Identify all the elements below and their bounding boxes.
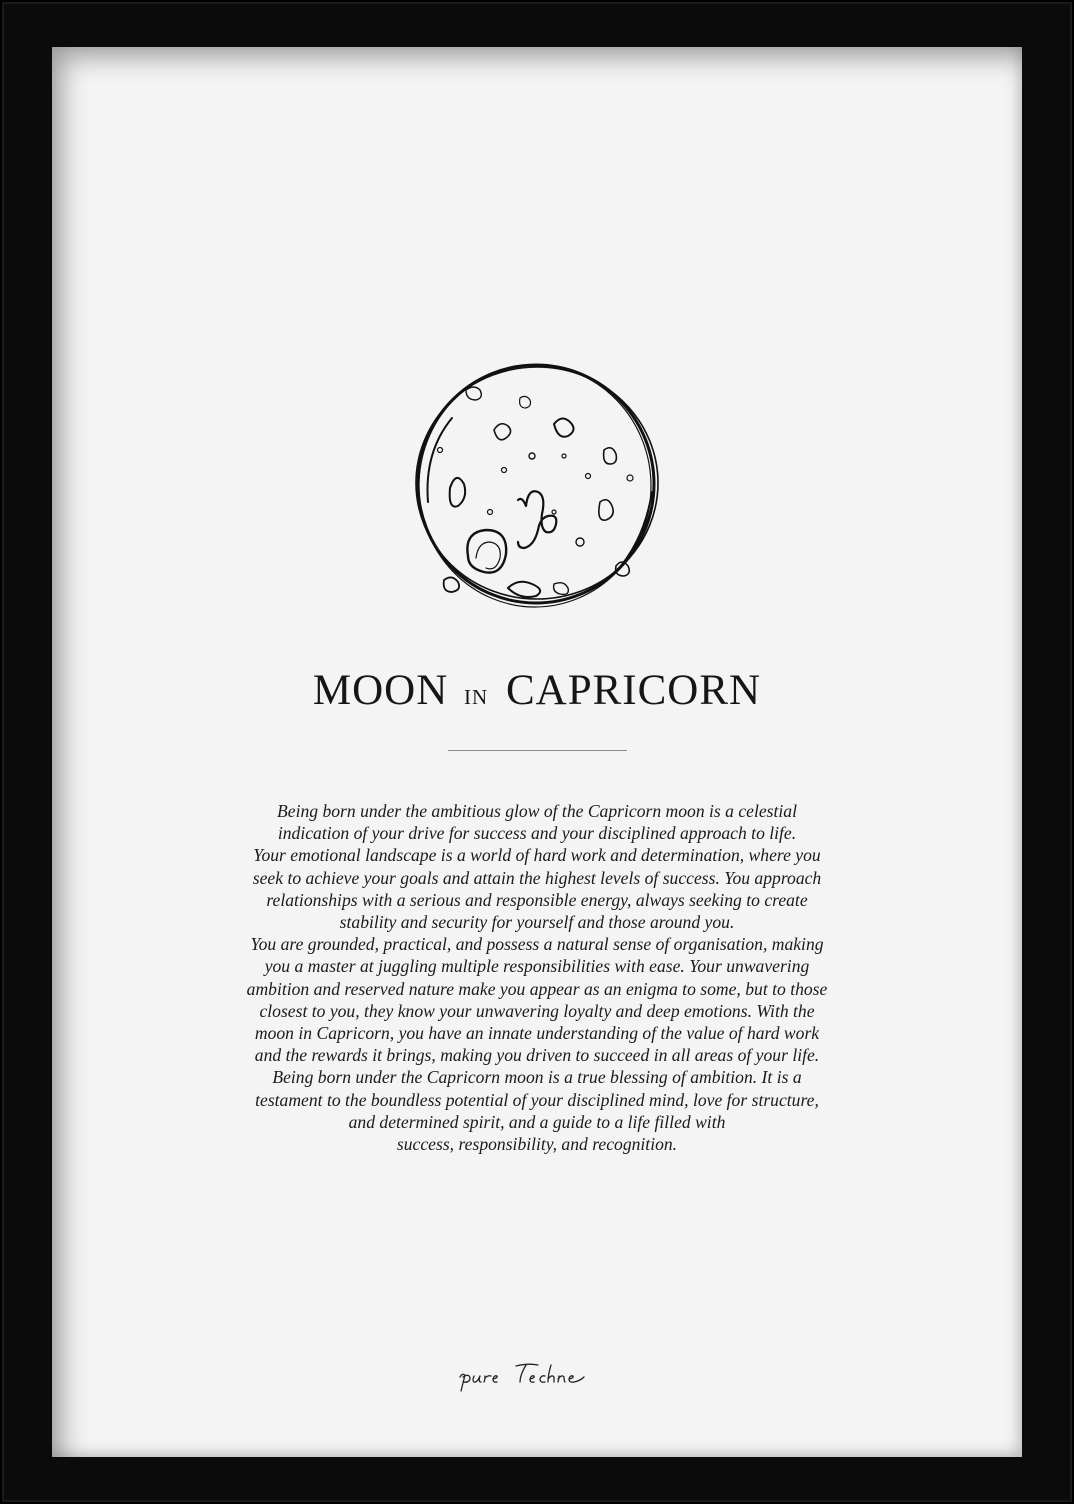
poster-paper xyxy=(52,47,1022,1457)
body-line: and the rewards it brings, making you driven to succeed in all areas of your life. xyxy=(254,1045,820,1066)
body-paragraph xyxy=(177,800,897,1155)
body-line: indication of your drive for success and your disciplined approach to life. xyxy=(277,823,797,844)
body-line: moon in Capricorn, you have an innate understanding of the value of hard work xyxy=(254,1023,820,1044)
title-capricorn: CAPRICORN xyxy=(505,667,762,714)
body-line: you a master at juggling multiple responsibilities with ease. Your unwavering xyxy=(264,956,810,977)
body-line: You are grounded, practical, and possess a natural sense of organisation, making xyxy=(250,934,824,955)
poster-title xyxy=(52,664,1022,724)
body-line: testament to the boundless potential of your disciplined mind, love for structure, xyxy=(255,1089,819,1110)
title-connector: IN xyxy=(464,685,489,709)
body-line: seek to achieve your goals and attain the highest levels of success. You approach xyxy=(252,867,822,888)
body-line: closest to you, they know your unwavering loyalty and deep emotions. With the xyxy=(259,1000,815,1021)
title-divider xyxy=(448,750,627,751)
body-line: and determined spirit, and a guide to a life filled with xyxy=(348,1111,726,1132)
moon-capricorn-icon xyxy=(404,352,668,616)
body-line: Being born under the Capricorn moon is a true blessing of ambition. It is a xyxy=(272,1067,802,1088)
body-line: Being born under the ambitious glow of the Capricorn moon is a celestial xyxy=(277,801,797,821)
title-moon: MOON xyxy=(312,667,449,714)
body-line: ambition and reserved nature make you appear as an enigma to some, but to those xyxy=(246,978,828,999)
body-line: success, responsibility, and recognition. xyxy=(396,1134,678,1155)
body-line: relationships with a serious and responsible energy, always seeking to create xyxy=(266,889,808,910)
body-line: Your emotional landscape is a world of hard work and determination, where you xyxy=(253,845,821,866)
brand-signature-logo xyxy=(452,1357,622,1397)
body-line: stability and security for yourself and those around you. xyxy=(339,912,735,933)
